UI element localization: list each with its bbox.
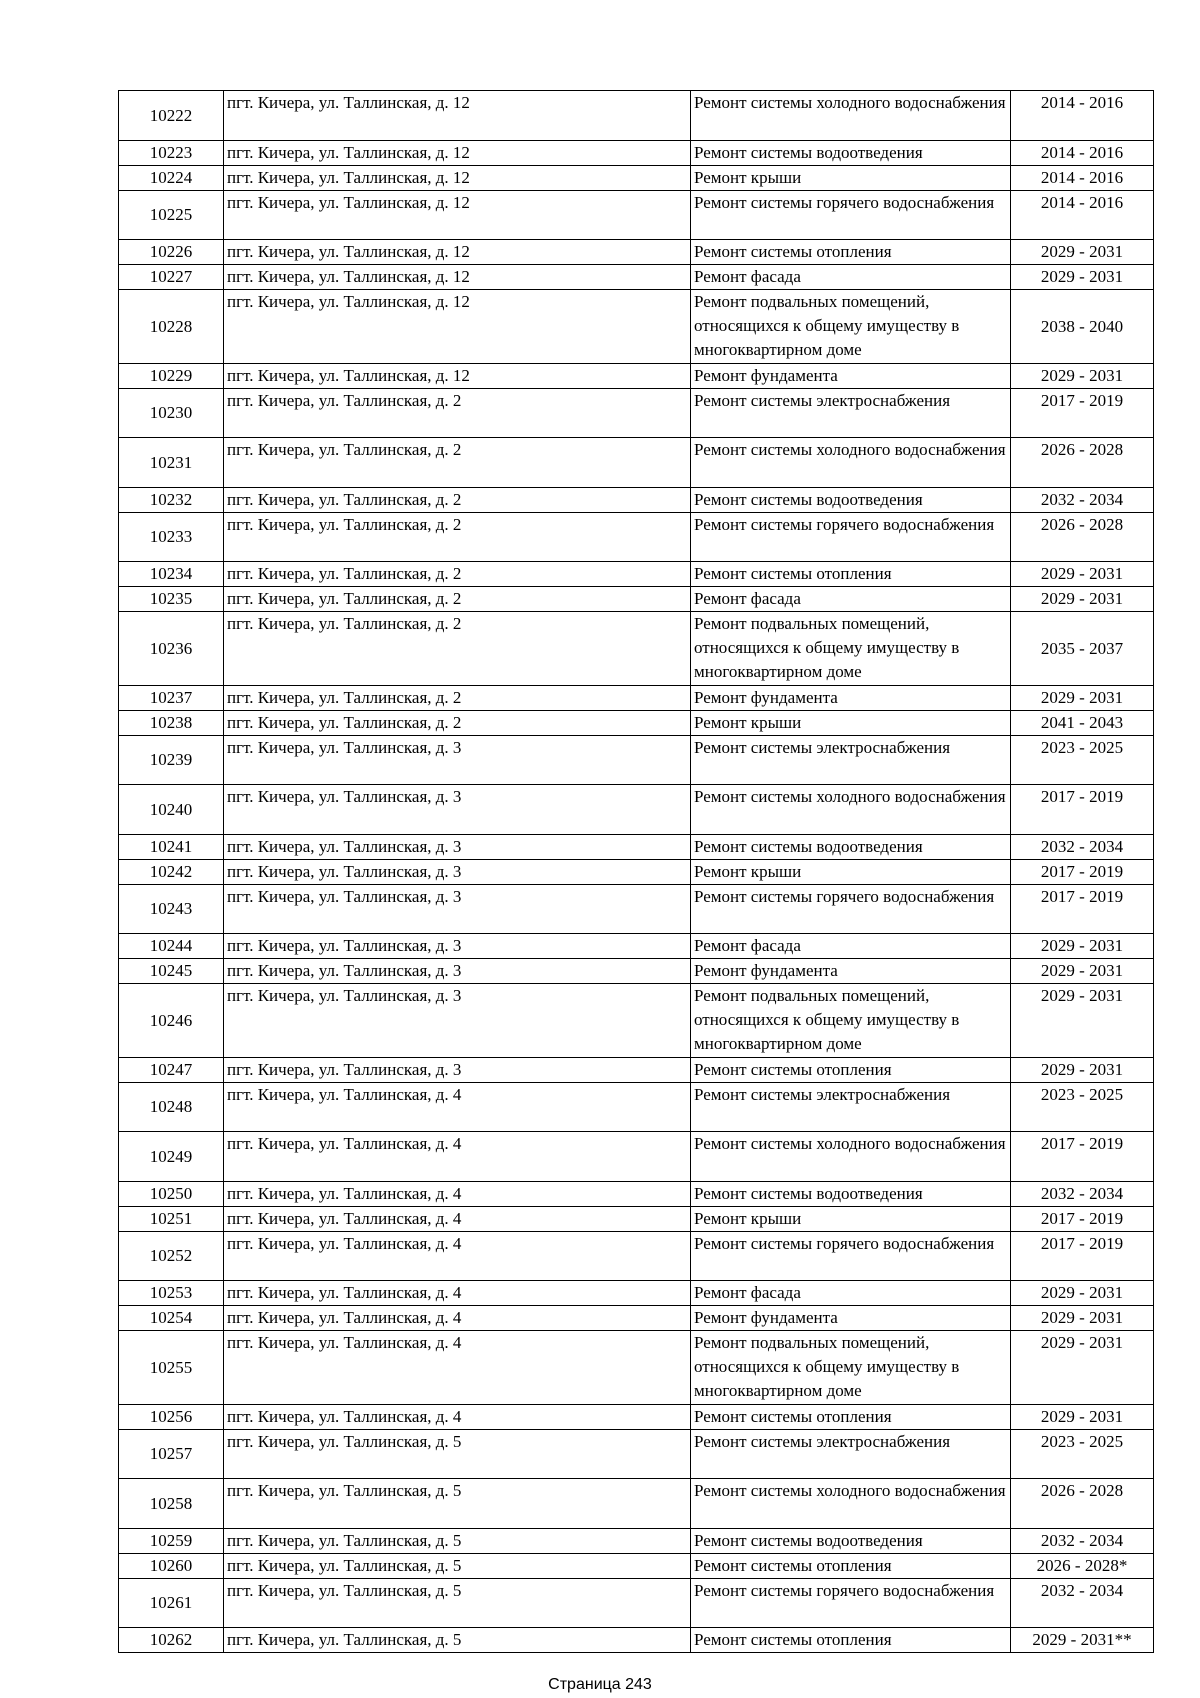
- address-cell: пгт. Кичера, ул. Таллинская, д. 12: [224, 191, 691, 240]
- work-type-cell: Ремонт системы электроснабжения: [691, 1430, 1011, 1479]
- table-row: [119, 1529, 1154, 1554]
- period-cell: 2029 - 2031: [1011, 240, 1154, 265]
- record-id: 10235: [119, 587, 224, 612]
- record-id: 10251: [119, 1207, 224, 1232]
- work-type-cell: Ремонт системы электроснабжения: [691, 736, 1011, 785]
- period-cell: 2029 - 2031**: [1011, 1628, 1154, 1653]
- period-cell: 2014 - 2016: [1011, 91, 1154, 141]
- record-id: 10222: [119, 91, 224, 141]
- work-type-cell: Ремонт системы отопления: [691, 1058, 1011, 1083]
- record-id: 10231: [119, 438, 224, 488]
- address-cell: пгт. Кичера, ул. Таллинская, д. 2: [224, 488, 691, 513]
- address-cell: пгт. Кичера, ул. Таллинская, д. 12: [224, 141, 691, 166]
- record-id: 10236: [119, 612, 224, 686]
- record-id: 10229: [119, 364, 224, 389]
- address-cell: пгт. Кичера, ул. Таллинская, д. 3: [224, 1058, 691, 1083]
- table-row: [119, 513, 1154, 562]
- address-cell: пгт. Кичера, ул. Таллинская, д. 2: [224, 513, 691, 562]
- period-cell: 2032 - 2034: [1011, 1182, 1154, 1207]
- period-cell: 2023 - 2025: [1011, 736, 1154, 785]
- work-type-cell: Ремонт системы горячего водоснабжения: [691, 1579, 1011, 1628]
- table-row: [119, 166, 1154, 191]
- address-cell: пгт. Кичера, ул. Таллинская, д. 4: [224, 1405, 691, 1430]
- period-cell: 2035 - 2037: [1011, 612, 1154, 686]
- work-type-cell: Ремонт системы холодного водоснабжения: [691, 91, 1011, 141]
- table-body: [119, 91, 1154, 1653]
- work-type-cell: Ремонт фасада: [691, 1281, 1011, 1306]
- record-id: 10254: [119, 1306, 224, 1331]
- period-cell: 2029 - 2031: [1011, 1306, 1154, 1331]
- record-id: 10226: [119, 240, 224, 265]
- work-type-cell: Ремонт системы горячего водоснабжения: [691, 513, 1011, 562]
- address-cell: пгт. Кичера, ул. Таллинская, д. 3: [224, 984, 691, 1058]
- record-id: 10261: [119, 1579, 224, 1628]
- period-cell: 2029 - 2031: [1011, 1405, 1154, 1430]
- record-id: 10252: [119, 1232, 224, 1281]
- record-id: 10244: [119, 934, 224, 959]
- address-cell: пгт. Кичера, ул. Таллинская, д. 4: [224, 1182, 691, 1207]
- work-type-cell: Ремонт системы отопления: [691, 1405, 1011, 1430]
- record-id: 10245: [119, 959, 224, 984]
- table-row: [119, 1405, 1154, 1430]
- work-type-cell: Ремонт фасада: [691, 265, 1011, 290]
- period-cell: 2029 - 2031: [1011, 587, 1154, 612]
- period-cell: 2032 - 2034: [1011, 835, 1154, 860]
- period-cell: 2014 - 2016: [1011, 191, 1154, 240]
- work-type-cell: Ремонт подвальных помещений, относящихся к общему имуществу в многоквартирном доме: [691, 612, 1011, 686]
- address-cell: пгт. Кичера, ул. Таллинская, д. 3: [224, 860, 691, 885]
- period-cell: 2017 - 2019: [1011, 1232, 1154, 1281]
- period-cell: 2029 - 2031: [1011, 364, 1154, 389]
- works-table: [118, 90, 1154, 1653]
- table-row: [119, 265, 1154, 290]
- address-cell: пгт. Кичера, ул. Таллинская, д. 3: [224, 959, 691, 984]
- work-type-cell: Ремонт системы водоотведения: [691, 835, 1011, 860]
- record-id: 10248: [119, 1083, 224, 1132]
- work-type-cell: Ремонт системы холодного водоснабжения: [691, 1132, 1011, 1182]
- address-cell: пгт. Кичера, ул. Таллинская, д. 12: [224, 364, 691, 389]
- address-cell: пгт. Кичера, ул. Таллинская, д. 3: [224, 885, 691, 934]
- address-cell: пгт. Кичера, ул. Таллинская, д. 12: [224, 290, 691, 364]
- period-cell: 2026 - 2028: [1011, 438, 1154, 488]
- period-cell: 2017 - 2019: [1011, 1207, 1154, 1232]
- period-cell: 2026 - 2028*: [1011, 1554, 1154, 1579]
- address-cell: пгт. Кичера, ул. Таллинская, д. 2: [224, 587, 691, 612]
- period-cell: 2029 - 2031: [1011, 1331, 1154, 1405]
- table-row: [119, 612, 1154, 686]
- table-row: [119, 885, 1154, 934]
- table-row: [119, 438, 1154, 488]
- period-cell: 2014 - 2016: [1011, 166, 1154, 191]
- period-cell: 2038 - 2040: [1011, 290, 1154, 364]
- period-cell: 2017 - 2019: [1011, 389, 1154, 438]
- address-cell: пгт. Кичера, ул. Таллинская, д. 12: [224, 265, 691, 290]
- table-row: [119, 1083, 1154, 1132]
- record-id: 10239: [119, 736, 224, 785]
- period-cell: 2029 - 2031: [1011, 959, 1154, 984]
- address-cell: пгт. Кичера, ул. Таллинская, д. 4: [224, 1281, 691, 1306]
- table-row: [119, 1479, 1154, 1529]
- work-type-cell: Ремонт системы отопления: [691, 562, 1011, 587]
- work-type-cell: Ремонт фундамента: [691, 959, 1011, 984]
- address-cell: пгт. Кичера, ул. Таллинская, д. 4: [224, 1306, 691, 1331]
- page-number: Страница 243: [548, 1676, 652, 1693]
- table-row: [119, 934, 1154, 959]
- work-type-cell: Ремонт системы холодного водоснабжения: [691, 438, 1011, 488]
- table-row: [119, 1628, 1154, 1653]
- record-id: 10230: [119, 389, 224, 438]
- table-row: [119, 1281, 1154, 1306]
- work-type-cell: Ремонт системы горячего водоснабжения: [691, 1232, 1011, 1281]
- address-cell: пгт. Кичера, ул. Таллинская, д. 12: [224, 91, 691, 141]
- work-type-cell: Ремонт фундамента: [691, 1306, 1011, 1331]
- work-type-cell: Ремонт крыши: [691, 166, 1011, 191]
- table-row: [119, 1207, 1154, 1232]
- work-type-cell: Ремонт системы отопления: [691, 1554, 1011, 1579]
- address-cell: пгт. Кичера, ул. Таллинская, д. 5: [224, 1479, 691, 1529]
- table-row: [119, 686, 1154, 711]
- period-cell: 2029 - 2031: [1011, 686, 1154, 711]
- record-id: 10228: [119, 290, 224, 364]
- address-cell: пгт. Кичера, ул. Таллинская, д. 3: [224, 785, 691, 835]
- address-cell: пгт. Кичера, ул. Таллинская, д. 12: [224, 240, 691, 265]
- table-row: [119, 1430, 1154, 1479]
- table-row: [119, 860, 1154, 885]
- period-cell: 2023 - 2025: [1011, 1430, 1154, 1479]
- table-row: [119, 364, 1154, 389]
- work-type-cell: Ремонт системы водоотведения: [691, 488, 1011, 513]
- work-type-cell: Ремонт системы холодного водоснабжения: [691, 785, 1011, 835]
- record-id: 10262: [119, 1628, 224, 1653]
- period-cell: 2029 - 2031: [1011, 984, 1154, 1058]
- address-cell: пгт. Кичера, ул. Таллинская, д. 2: [224, 389, 691, 438]
- address-cell: пгт. Кичера, ул. Таллинская, д. 12: [224, 166, 691, 191]
- work-type-cell: Ремонт крыши: [691, 711, 1011, 736]
- address-cell: пгт. Кичера, ул. Таллинская, д. 4: [224, 1331, 691, 1405]
- record-id: 10242: [119, 860, 224, 885]
- record-id: 10232: [119, 488, 224, 513]
- period-cell: 2032 - 2034: [1011, 1579, 1154, 1628]
- period-cell: 2017 - 2019: [1011, 885, 1154, 934]
- period-cell: 2017 - 2019: [1011, 785, 1154, 835]
- period-cell: 2041 - 2043: [1011, 711, 1154, 736]
- period-cell: 2032 - 2034: [1011, 1529, 1154, 1554]
- work-type-cell: Ремонт системы отопления: [691, 240, 1011, 265]
- record-id: 10255: [119, 1331, 224, 1405]
- address-cell: пгт. Кичера, ул. Таллинская, д. 3: [224, 736, 691, 785]
- table-row: [119, 1331, 1154, 1405]
- table-row: [119, 389, 1154, 438]
- record-id: 10238: [119, 711, 224, 736]
- table-row: [119, 736, 1154, 785]
- work-type-cell: Ремонт системы холодного водоснабжения: [691, 1479, 1011, 1529]
- record-id: 10257: [119, 1430, 224, 1479]
- record-id: 10224: [119, 166, 224, 191]
- work-type-cell: Ремонт фундамента: [691, 686, 1011, 711]
- address-cell: пгт. Кичера, ул. Таллинская, д. 4: [224, 1132, 691, 1182]
- table-row: [119, 91, 1154, 141]
- table-row: [119, 1182, 1154, 1207]
- record-id: 10247: [119, 1058, 224, 1083]
- record-id: 10243: [119, 885, 224, 934]
- record-id: 10250: [119, 1182, 224, 1207]
- period-cell: 2032 - 2034: [1011, 488, 1154, 513]
- work-type-cell: Ремонт подвальных помещений, относящихся к общему имуществу в многоквартирном доме: [691, 984, 1011, 1058]
- period-cell: 2026 - 2028: [1011, 513, 1154, 562]
- record-id: 10249: [119, 1132, 224, 1182]
- table-row: [119, 1232, 1154, 1281]
- table-row: [119, 1132, 1154, 1182]
- address-cell: пгт. Кичера, ул. Таллинская, д. 2: [224, 562, 691, 587]
- address-cell: пгт. Кичера, ул. Таллинская, д. 3: [224, 835, 691, 860]
- record-id: 10246: [119, 984, 224, 1058]
- table-row: [119, 488, 1154, 513]
- work-type-cell: Ремонт крыши: [691, 1207, 1011, 1232]
- work-type-cell: Ремонт системы водоотведения: [691, 141, 1011, 166]
- work-type-cell: Ремонт системы водоотведения: [691, 1529, 1011, 1554]
- address-cell: пгт. Кичера, ул. Таллинская, д. 5: [224, 1554, 691, 1579]
- record-id: 10237: [119, 686, 224, 711]
- address-cell: пгт. Кичера, ул. Таллинская, д. 2: [224, 686, 691, 711]
- work-type-cell: Ремонт фасада: [691, 934, 1011, 959]
- table-row: [119, 835, 1154, 860]
- work-type-cell: Ремонт крыши: [691, 860, 1011, 885]
- period-cell: 2023 - 2025: [1011, 1083, 1154, 1132]
- period-cell: 2029 - 2031: [1011, 265, 1154, 290]
- record-id: 10253: [119, 1281, 224, 1306]
- work-type-cell: Ремонт системы электроснабжения: [691, 1083, 1011, 1132]
- record-id: 10241: [119, 835, 224, 860]
- address-cell: пгт. Кичера, ул. Таллинская, д. 2: [224, 711, 691, 736]
- table-row: [119, 562, 1154, 587]
- period-cell: 2026 - 2028: [1011, 1479, 1154, 1529]
- table-row: [119, 191, 1154, 240]
- period-cell: 2029 - 2031: [1011, 1058, 1154, 1083]
- record-id: 10256: [119, 1405, 224, 1430]
- period-cell: 2029 - 2031: [1011, 1281, 1154, 1306]
- address-cell: пгт. Кичера, ул. Таллинская, д. 4: [224, 1083, 691, 1132]
- record-id: 10225: [119, 191, 224, 240]
- table-row: [119, 587, 1154, 612]
- period-cell: 2014 - 2016: [1011, 141, 1154, 166]
- table-row: [119, 1306, 1154, 1331]
- table-row: [119, 959, 1154, 984]
- work-type-cell: Ремонт системы горячего водоснабжения: [691, 191, 1011, 240]
- table-row: [119, 1058, 1154, 1083]
- period-cell: 2017 - 2019: [1011, 860, 1154, 885]
- work-type-cell: Ремонт фундамента: [691, 364, 1011, 389]
- address-cell: пгт. Кичера, ул. Таллинская, д. 2: [224, 612, 691, 686]
- period-cell: 2029 - 2031: [1011, 934, 1154, 959]
- record-id: 10233: [119, 513, 224, 562]
- table-row: [119, 1554, 1154, 1579]
- work-type-cell: Ремонт подвальных помещений, относящихся к общему имуществу в многоквартирном доме: [691, 1331, 1011, 1405]
- address-cell: пгт. Кичера, ул. Таллинская, д. 5: [224, 1628, 691, 1653]
- address-cell: пгт. Кичера, ул. Таллинская, д. 4: [224, 1207, 691, 1232]
- work-type-cell: Ремонт системы электроснабжения: [691, 389, 1011, 438]
- record-id: 10260: [119, 1554, 224, 1579]
- table-row: [119, 711, 1154, 736]
- work-type-cell: Ремонт системы водоотведения: [691, 1182, 1011, 1207]
- table-row: [119, 290, 1154, 364]
- address-cell: пгт. Кичера, ул. Таллинская, д. 5: [224, 1430, 691, 1479]
- address-cell: пгт. Кичера, ул. Таллинская, д. 5: [224, 1529, 691, 1554]
- table-row: [119, 1579, 1154, 1628]
- record-id: 10240: [119, 785, 224, 835]
- address-cell: пгт. Кичера, ул. Таллинская, д. 3: [224, 934, 691, 959]
- address-cell: пгт. Кичера, ул. Таллинская, д. 4: [224, 1232, 691, 1281]
- address-cell: пгт. Кичера, ул. Таллинская, д. 5: [224, 1579, 691, 1628]
- table-row: [119, 240, 1154, 265]
- work-type-cell: Ремонт системы горячего водоснабжения: [691, 885, 1011, 934]
- record-id: 10234: [119, 562, 224, 587]
- record-id: 10258: [119, 1479, 224, 1529]
- work-type-cell: Ремонт системы отопления: [691, 1628, 1011, 1653]
- work-type-cell: Ремонт фасада: [691, 587, 1011, 612]
- period-cell: 2017 - 2019: [1011, 1132, 1154, 1182]
- work-type-cell: Ремонт подвальных помещений, относящихся к общему имуществу в многоквартирном доме: [691, 290, 1011, 364]
- table-row: [119, 984, 1154, 1058]
- period-cell: 2029 - 2031: [1011, 562, 1154, 587]
- record-id: 10227: [119, 265, 224, 290]
- table-row: [119, 785, 1154, 835]
- record-id: 10259: [119, 1529, 224, 1554]
- table-row: [119, 141, 1154, 166]
- record-id: 10223: [119, 141, 224, 166]
- address-cell: пгт. Кичера, ул. Таллинская, д. 2: [224, 438, 691, 488]
